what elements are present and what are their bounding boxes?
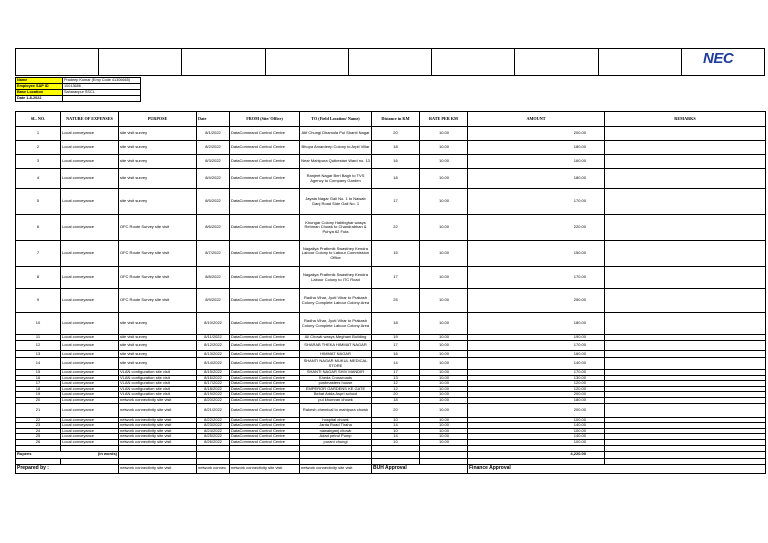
nec-logo: NEC [703,50,734,67]
row-from: DataCommand Control Centre [230,375,300,381]
row-nature: Local conveyance [61,397,119,403]
row-sl: 13 [16,351,61,358]
row-remarks [605,155,766,169]
row-amount: 180.00 [468,169,605,189]
row-distance: 16 [372,155,420,169]
col-distance: Distance in KM [372,112,420,127]
row-sl: 21 [16,403,61,417]
row-purpose: OFC Route Survey site visit [119,241,197,267]
row-nature: Local conveyance [61,189,119,215]
row-sl: 10 [16,313,61,335]
row-sl: 11 [16,335,61,341]
row-date: 8/20/2022 [197,397,230,403]
row-purpose: OFC Route Survey site visit [119,289,197,313]
row-from: DataCommand Control Centre [230,351,300,358]
row-sl: 2 [16,141,61,155]
table-row [16,189,766,215]
row-amount: 100.00 [468,417,605,423]
row-nature: Local conveyance [61,386,119,392]
row-to: SHANTI NAGAR SHIV MANDIR [300,370,372,376]
row-sl: 19 [16,392,61,398]
row-from: DataCommand Control Centre [230,267,300,289]
row-rate: 10.00 [420,397,468,403]
row-from: DataCommand Control Centre [230,428,300,434]
row-from: DataCommand Control Centre [230,313,300,335]
row-sl: 23 [16,423,61,429]
row-purpose: VLAN configuration site visit [119,386,197,392]
row-to: SHANTI NAGAR MUKUL MEDICAL STORE [300,358,372,370]
row-purpose: site visit survey [119,155,197,169]
row-purpose: VLAN configuration site visit [119,381,197,387]
row-from: DataCommand Control Centre [230,155,300,169]
row-remarks [605,189,766,215]
row-sl: 20 [16,397,61,403]
row-from: DataCommand Control Centre [230,403,300,417]
row-rate: 10.00 [420,375,468,381]
row-nature: Local conveyance [61,439,119,445]
col-nature: NATURE OF EXPENSES [61,112,119,127]
row-from: DataCommand Control Centre [230,434,300,440]
signature-cell: network connectivity site visit [119,464,197,473]
row-to: pul khumran chowk [300,397,372,403]
row-from: DataCommand Control Centre [230,381,300,387]
row-nature: Local conveyance [61,375,119,381]
row-rate: 10.00 [420,313,468,335]
row-date: 8/5/2022 [197,189,230,215]
info-label: Employee SAP ID [16,84,63,90]
row-to: Bhopa Amardeep Colony to Arpit Villar [300,141,372,155]
row-purpose: site visit survey [119,358,197,370]
row-remarks [605,215,766,241]
info-value: Saharanpur SSCL [63,90,141,96]
table-body [16,127,766,446]
info-label: Base Location [16,90,63,96]
row-amount: 170.00 [468,267,605,289]
row-from: DataCommand Control Centre [230,169,300,189]
row-to: Radha Vihar, Jyoti Vihar to Prakash Colony Complete Labour Colony Area [300,313,372,335]
row-date: 8/23/2022 [197,423,230,429]
info-value: Pradeep Kumar (Emp Code 41306665) [63,78,141,84]
row-purpose: OFC Route Survey site visit [119,267,197,289]
row-from: DataCommand Control Centre [230,386,300,392]
prepared-by-label: Prepared by : [16,464,119,473]
col-remarks: REMARKS [605,112,766,127]
row-purpose: network connectivity site visit [119,397,197,403]
table-row [16,341,766,351]
table-row [16,241,766,267]
col-rate: RATE PER KM [420,112,468,127]
row-rate: 10.00 [420,341,468,351]
row-remarks [605,241,766,267]
row-date: 8/15/2022 [197,370,230,376]
row-distance: 22 [372,215,420,241]
row-to: hospital chowk [300,417,372,423]
row-sl: 25 [16,434,61,440]
row-amount: 180.00 [468,313,605,335]
row-nature: Local conveyance [61,434,119,440]
row-amount: 200.00 [468,403,605,417]
row-nature: Local conveyance [61,403,119,417]
table-row [16,155,766,169]
row-date: 8/26/2022 [197,439,230,445]
row-from: DataCommand Control Centre [230,289,300,313]
row-to: Rakesh chemical to mahipura chowk [300,403,372,417]
info-label: Date 1-8-2022 [16,96,63,102]
row-rate: 10.00 [420,267,468,289]
row-sl: 9 [16,289,61,313]
row-to: Near Mahipura Qutbestan Ward no. 13 [300,155,372,169]
row-to: Atif Chungi Dhamola Pul Shanti Nagar [300,127,372,141]
expense-table [15,111,766,474]
row-purpose: site visit survey [119,313,197,335]
row-to: nawabganj chowk [300,428,372,434]
row-from: DataCommand Control Centre [230,335,300,341]
row-sl: 17 [16,381,61,387]
row-date: 8/12/2022 [197,341,230,351]
row-purpose: network connectivity site visit [119,428,197,434]
row-date: 8/11/2022 [197,335,230,341]
row-date: 8/9/2022 [197,289,230,313]
row-amount: 220.00 [468,215,605,241]
row-purpose: site visit survey [119,169,197,189]
row-to: Adad petrol Pump [300,434,372,440]
row-date: 8/13/2022 [197,351,230,358]
in-words-label: (in words) [61,451,119,458]
row-rate: 10.00 [420,434,468,440]
row-sl: 1 [16,127,61,141]
row-nature: Local conveyance [61,351,119,358]
row-remarks [605,313,766,335]
row-date: 8/2/2022 [197,141,230,155]
row-date: 8/25/2022 [197,434,230,440]
row-purpose: site visit survey [119,341,197,351]
row-purpose: VLAN configuration site visit [119,392,197,398]
row-rate: 10.00 [420,423,468,429]
row-rate: 10.00 [420,141,468,155]
row-to: Khungar Colony Habibghar wasys Rehman Chowk to Chandrabhan & Puhya 62 Futa [300,215,372,241]
row-purpose: VLAN configuration site visit [119,375,197,381]
row-to: Janta Road Tiraha [300,423,372,429]
row-distance: 18 [372,141,420,155]
table-row [16,358,766,370]
row-remarks [605,403,766,417]
row-distance: 20 [372,403,420,417]
row-nature: Local conveyance [61,267,119,289]
row-nature: Local conveyance [61,381,119,387]
signature-cell: network connectivity site visit [300,464,372,473]
row-date: 8/21/2022 [197,403,230,417]
row-distance: 17 [372,189,420,215]
row-sl: 22 [16,417,61,423]
row-nature: Local conveyance [61,341,119,351]
row-purpose: network connectivity site visit [119,434,197,440]
row-purpose: network connectivity site visit [119,423,197,429]
row-remarks [605,341,766,351]
row-rate: 10.00 [420,127,468,141]
row-from: DataCommand Control Centre [230,189,300,215]
row-remarks [605,351,766,358]
signature-cell: network connectivity site visit [230,464,300,473]
row-from: DataCommand Control Centre [230,215,300,241]
row-amount: 200.00 [468,392,605,398]
row-to: Nagaliya Prathmik Swasthey Kendra Labour Colony to Labour Commission Office [300,241,372,267]
info-value: 10013686 [63,84,141,90]
row-sl: 7 [16,241,61,267]
row-rate: 10.00 [420,381,468,387]
col-from: FROM (Site/ Office) [230,112,300,127]
row-purpose: OFC Route Survey site visit [119,215,197,241]
row-amount: 100.00 [468,439,605,445]
row-nature: Local conveyance [61,141,119,155]
row-amount: 200.00 [468,127,605,141]
row-sl: 16 [16,375,61,381]
row-amount: 120.00 [468,386,605,392]
row-amount: 160.00 [468,351,605,358]
row-to: Jayala Nagar Gali No. 1 to Nawab Ganj Road Side Gali No. 1 [300,189,372,215]
row-to: Ali Chowk wasys Meghani Building [300,335,372,341]
row-rate: 10.00 [420,428,468,434]
row-rate: 10.00 [420,386,468,392]
row-purpose: site visit survey [119,141,197,155]
row-rate: 10.00 [420,241,468,267]
row-rate: 10.00 [420,169,468,189]
row-distance: 10 [372,428,420,434]
row-distance: 14 [372,434,420,440]
row-purpose: site visit survey [119,351,197,358]
signature-row [16,464,766,473]
row-remarks [605,127,766,141]
row-distance: 12 [372,386,420,392]
row-nature: Local conveyance [61,428,119,434]
row-distance: 14 [372,423,420,429]
row-rate: 10.00 [420,370,468,376]
col-date: Date [197,112,230,127]
row-rate: 10.00 [420,358,468,370]
row-date: 8/10/2022 [197,313,230,335]
row-to: Kheda Crossroads [300,375,372,381]
row-rate: 10.00 [420,189,468,215]
row-nature: Local conveyance [61,169,119,189]
row-nature: Local conveyance [61,335,119,341]
total-amount: 4,220.00 [468,451,605,458]
row-date: 8/1/2022 [197,127,230,141]
row-from: DataCommand Control Centre [230,241,300,267]
row-to: EMPEROR GARDENS KE GATE [300,386,372,392]
row-to: SHARAB THEKA HIMMAT NAGAR [300,341,372,351]
row-amount: 140.00 [468,434,605,440]
row-date: 8/22/2022 [197,417,230,423]
row-to: Radha Vihar, Jyoti Vihar to Prakash Colony Complete Labour Colony Area [300,289,372,313]
row-from: DataCommand Control Centre [230,370,300,376]
row-nature: Local conveyance [61,392,119,398]
row-from: DataCommand Control Centre [230,417,300,423]
row-distance: 17 [372,341,420,351]
row-amount: 140.00 [468,423,605,429]
row-remarks [605,267,766,289]
row-amount: 170.00 [468,370,605,376]
row-distance: 18 [372,169,420,189]
row-purpose: VLAN configuration site visit [119,370,197,376]
row-nature: Local conveyance [61,423,119,429]
row-amount: 170.00 [468,341,605,351]
table-row [16,215,766,241]
row-to: postmasters house [300,381,372,387]
row-date: 8/4/2022 [197,169,230,189]
row-sl: 3 [16,155,61,169]
row-distance: 25 [372,289,420,313]
row-distance: 13 [372,375,420,381]
row-to: HIMMAT NAGAR [300,351,372,358]
table-row [16,289,766,313]
row-nature: Local conveyance [61,370,119,376]
row-date: 8/3/2022 [197,155,230,169]
row-distance: 18 [372,397,420,403]
row-from: DataCommand Control Centre [230,392,300,398]
row-date: 8/19/2022 [197,392,230,398]
row-rate: 10.00 [420,351,468,358]
row-nature: Local conveyance [61,127,119,141]
row-rate: 10.00 [420,403,468,417]
row-date: 8/17/2022 [197,381,230,387]
row-from: DataCommand Control Centre [230,358,300,370]
row-nature: Local conveyance [61,417,119,423]
row-amount: 140.00 [468,358,605,370]
row-amount: 170.00 [468,189,605,215]
row-nature: Local conveyance [61,241,119,267]
row-sl: 24 [16,428,61,434]
buh-approval-label: BUH Approval [372,464,468,473]
row-distance: 20 [372,392,420,398]
row-sl: 26 [16,439,61,445]
row-distance: 20 [372,127,420,141]
row-rate: 10.00 [420,439,468,445]
row-date: 8/7/2022 [197,241,230,267]
row-sl: 14 [16,358,61,370]
row-distance: 19 [372,335,420,341]
row-date: 8/18/2022 [197,386,230,392]
row-date: 8/24/2022 [197,428,230,434]
row-amount: 120.00 [468,381,605,387]
finance-approval-label: Finance Approval [468,464,766,473]
row-distance: 12 [372,381,420,387]
row-remarks [605,141,766,155]
row-purpose: site visit survey [119,127,197,141]
row-date: 8/6/2022 [197,215,230,241]
row-sl: 5 [16,189,61,215]
col-purpose: PURPOSE [119,112,197,127]
row-amount: 190.00 [468,335,605,341]
row-sl: 8 [16,267,61,289]
header-grid [15,48,765,76]
row-sl: 6 [16,215,61,241]
row-amount: 150.00 [468,241,605,267]
table-row [16,313,766,335]
table-row [16,351,766,358]
row-amount: 100.00 [468,428,605,434]
col-to: TO (Field Location/ Name) [300,112,372,127]
employee-info [15,77,141,102]
row-sl: 4 [16,169,61,189]
row-nature: Local conveyance [61,215,119,241]
total-row [16,451,766,458]
row-remarks [605,289,766,313]
row-from: DataCommand Control Centre [230,127,300,141]
row-to: Ranjeet Nagar Beri Bagh to TVS Agency to Company Garden [300,169,372,189]
row-amount: 250.00 [468,289,605,313]
col-sl: SL. NO. [16,112,61,127]
row-rate: 10.00 [420,392,468,398]
row-purpose: network connectivity site visit [119,403,197,417]
row-remarks [605,358,766,370]
row-date: 8/14/2022 [197,358,230,370]
row-distance: 18 [372,313,420,335]
row-rate: 10.00 [420,215,468,241]
row-sl: 15 [16,370,61,376]
table-row [16,141,766,155]
row-from: DataCommand Control Centre [230,397,300,403]
row-distance: 10 [372,439,420,445]
row-nature: Local conveyance [61,358,119,370]
row-purpose: network connectivity site visit [119,417,197,423]
row-distance: 17 [372,267,420,289]
row-amount: 180.00 [468,141,605,155]
row-amount: 180.00 [468,397,605,403]
row-sl: 12 [16,341,61,351]
table-row [16,267,766,289]
row-nature: Local conveyance [61,289,119,313]
row-distance: 10 [372,417,420,423]
row-amount: 160.00 [468,155,605,169]
row-nature: Local conveyance [61,313,119,335]
row-purpose: site visit survey [119,189,197,215]
row-remarks [605,169,766,189]
row-purpose: network connectivity site visit [119,439,197,445]
row-rate: 10.00 [420,417,468,423]
row-rate: 10.00 [420,155,468,169]
info-label: Name [16,78,63,84]
row-to: purani chungi [300,439,372,445]
row-to: Behat Adda Aspri school [300,392,372,398]
row-date: 8/16/2022 [197,375,230,381]
table-row [16,403,766,417]
row-amount: 130.00 [468,375,605,381]
row-distance: 15 [372,241,420,267]
row-sl: 18 [16,386,61,392]
row-distance: 16 [372,351,420,358]
header-row [16,112,766,127]
signature-cell: network connec [197,464,230,473]
row-from: DataCommand Control Centre [230,439,300,445]
row-date: 8/8/2022 [197,267,230,289]
table-row [16,169,766,189]
row-from: DataCommand Control Centre [230,423,300,429]
table-row [16,127,766,141]
row-nature: Local conveyance [61,155,119,169]
row-distance: 17 [372,370,420,376]
info-value [63,96,141,102]
row-rate: 10.00 [420,289,468,313]
row-from: DataCommand Control Centre [230,341,300,351]
rupees-label: Rupees [16,451,61,458]
row-to: Nagaliya Prathmik Swasthey Kendra Labour Colony to ITC Road [300,267,372,289]
row-distance: 14 [372,358,420,370]
row-from: DataCommand Control Centre [230,141,300,155]
row-rate: 10.00 [420,335,468,341]
col-amount: AMOUNT [468,112,605,127]
row-purpose: site visit survey [119,335,197,341]
